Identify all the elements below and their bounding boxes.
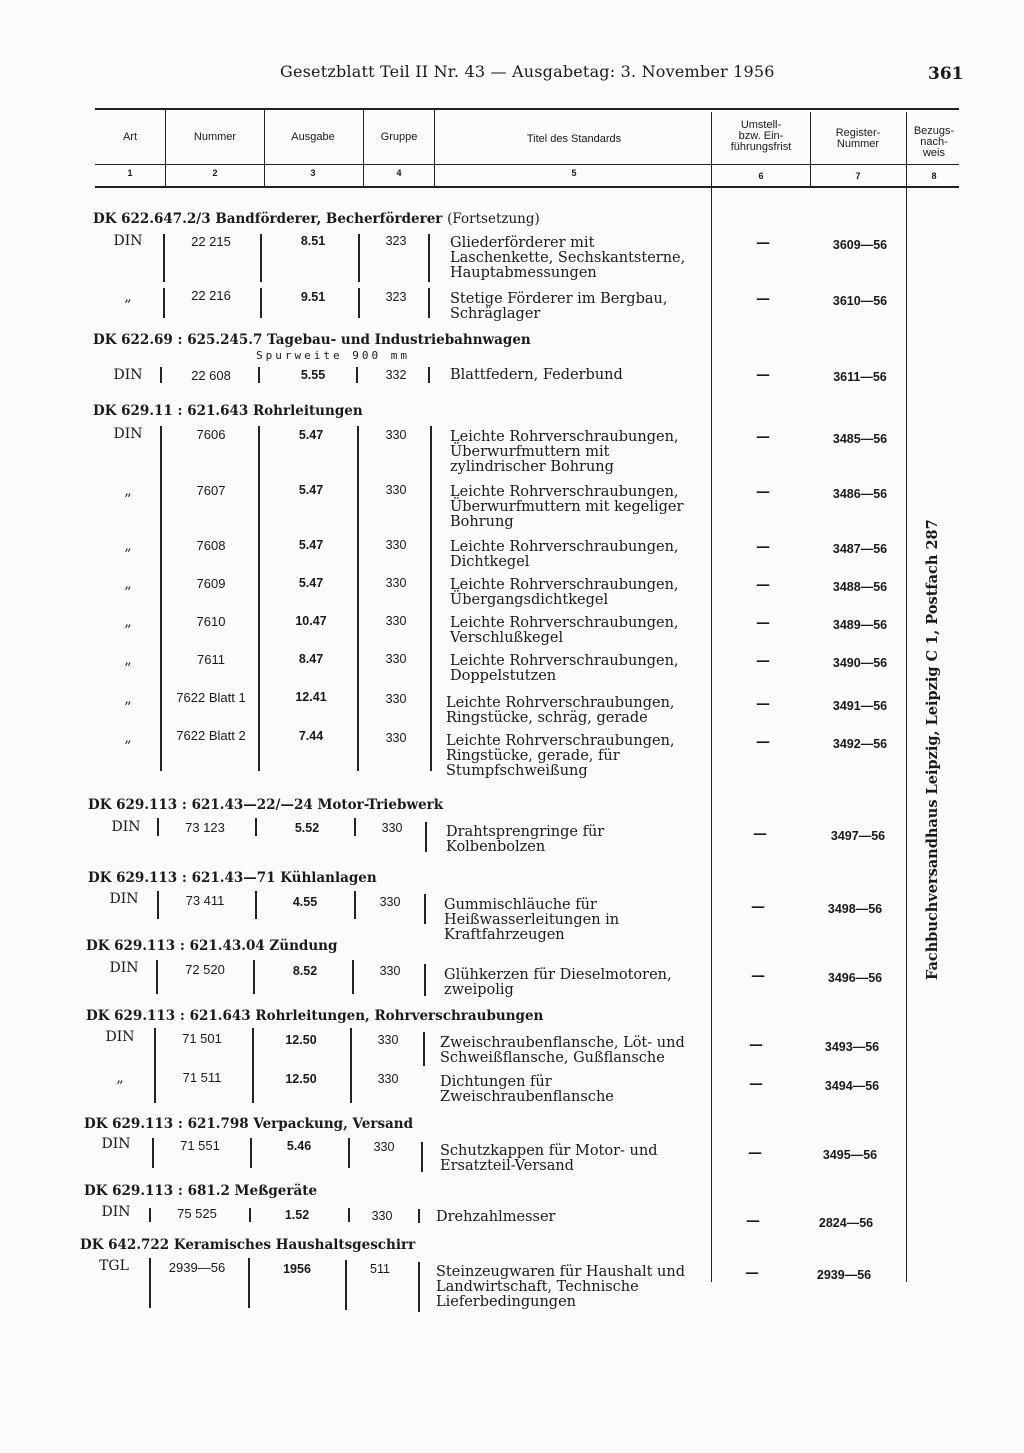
row-separator [428,234,430,282]
row-titel: Glühkerzen für Dieselmotoren, zweipolig [444,967,672,998]
row-titel: Leichte Rohrverschraubungen, Ringstücke, gerade, für Stumpfschweißung [446,733,675,779]
section-subtitle: Spurweite 900 mm [256,349,410,362]
row-art: „ [124,483,132,499]
row-frist: — [748,1145,762,1161]
row-frist: — [756,734,770,750]
row-art: DIN [111,819,141,835]
row-gruppe: 330 [379,964,401,978]
row-ausgabe: 5.47 [298,576,324,590]
row-art: DIN [109,891,139,907]
col-header-frist-line3: führungsfrist [730,141,792,153]
row-gruppe: 330 [385,538,407,552]
row-frist: — [746,1213,760,1229]
row-ausgabe: 12.41 [295,690,327,704]
section-title-text: DK 622.647.2/3 Bandförderer, Becherförderer [93,211,443,227]
row-art: „ [124,730,132,746]
section-title: DK 629.113 : 621.43—22/—24 Motor-Triebwerk [88,797,444,813]
section-title: DK 629.113 : 621.43.04 Zündung [86,938,338,954]
row-frist: — [756,577,770,593]
row-separator [356,367,358,383]
col-header-nummer: Nummer [193,131,237,143]
row-frist: — [756,235,770,251]
section-title: DK 629.113 : 621.43—71 Kühlanlagen [88,870,377,886]
row-frist: — [756,696,770,712]
row-separator [152,1138,154,1168]
row-ausgabe: 5.55 [300,368,326,382]
row-separator [149,1208,151,1222]
row-separator [163,288,165,318]
column-rule [357,426,359,771]
row-separator [250,1138,252,1168]
row-frist: — [745,1265,759,1281]
row-gruppe: 330 [377,1072,399,1086]
table-top-rule [95,108,959,110]
row-art: DIN [113,426,143,442]
row-nummer: 75 525 [177,1206,217,1221]
column-rule [160,426,162,771]
row-nummer: 71 551 [180,1138,220,1153]
col-number: 6 [758,171,764,181]
row-ausgabe: 5.47 [298,483,324,497]
row-register: 3492—56 [832,737,888,751]
row-gruppe: 330 [385,731,407,745]
row-nummer: 7606 [196,427,226,442]
section-title: DK 629.113 : 681.2 Meßgeräte [84,1183,318,1199]
row-nummer: 72 520 [185,962,225,977]
col-header-bezug-line1: Bezugs- [913,125,955,137]
table-header-bottom-rule [95,186,959,188]
row-art: DIN [105,1029,135,1045]
row-register: 3486—56 [832,487,888,501]
col-header-register-line1: Register- [835,127,881,139]
row-ausgabe: 8.47 [298,652,324,666]
row-gruppe: 330 [377,1033,399,1047]
row-separator [421,1142,423,1172]
column-rule [252,1028,254,1103]
row-gruppe: 330 [385,576,407,590]
col-number: 3 [310,168,316,178]
row-register: 3497—56 [830,829,886,843]
row-nummer: 2939—56 [168,1260,226,1275]
row-frist: — [756,367,770,383]
row-ausgabe: 5.52 [294,821,320,835]
row-ausgabe: 9.51 [300,290,326,304]
row-gruppe: 511 [370,1262,390,1276]
row-frist: — [751,968,765,984]
row-frist: — [749,1076,763,1092]
row-separator [358,234,360,282]
row-separator [428,367,430,383]
row-frist: — [756,484,770,500]
row-ausgabe: 5.46 [286,1139,312,1153]
row-frist: — [756,429,770,445]
row-titel: Leichte Rohrverschraubungen, Ringstücke, schräg, gerade [446,695,675,726]
row-titel: Gummischläuche für Heißwasserleitungen in Kraftfahrzeugen [444,897,620,943]
row-titel: Leichte Rohrverschraubungen, Dichtkegel [450,539,679,570]
row-separator [425,822,427,852]
col-number: 5 [571,168,577,178]
col-header-frist [714,120,808,153]
section-title: DK 622.69 : 625.245.7 Tagebau- und Industriebahnwagen [93,332,531,348]
row-separator [352,960,354,994]
row-register: 3493—56 [824,1040,880,1054]
row-frist: — [751,899,765,915]
row-gruppe: 330 [385,692,407,706]
row-gruppe: 332 [385,368,407,382]
row-nummer: 7611 [197,652,225,667]
header-col-divider [363,110,364,186]
row-separator [160,367,162,383]
row-nummer: 7608 [196,538,226,553]
row-separator [424,964,426,996]
row-nummer: 7622 Blatt 2 [176,728,246,743]
col-header-bezug-line3: weis [922,147,945,159]
column-rule [430,426,432,771]
row-titel: Dichtungen für Zweischraubenflansche [440,1074,614,1105]
row-titel: Leichte Rohrverschraubungen, Übergangsdichtkegel [450,577,679,608]
section-title: DK 642.722 Keramisches Haushaltsgeschirr [80,1237,416,1253]
row-ausgabe: 8.52 [292,964,318,978]
row-frist: — [749,1037,763,1053]
row-separator [345,1260,347,1310]
row-frist: — [756,539,770,555]
row-register: 2824—56 [818,1216,874,1230]
row-separator [253,960,255,994]
row-register: 2939—56 [816,1268,872,1282]
row-nummer: 22 608 [191,368,231,383]
section-title-suffix: (Fortsetzung) [447,211,540,227]
row-titel: Leichte Rohrverschraubungen, Überwurfmuttern mit zylindrischer Bohrung [450,429,679,475]
table-header-divider [95,164,959,165]
row-titel: Stetige Förderer im Bergbau, Schräglager [450,291,668,322]
row-titel: Zweischraubenflansche, Löt- und Schweißflansche, Gußflansche [440,1035,685,1066]
row-gruppe: 330 [379,895,401,909]
row-register: 3487—56 [832,542,888,556]
row-gruppe: 323 [385,234,407,248]
row-register: 3611—56 [833,370,887,384]
row-gruppe: 330 [385,614,407,628]
row-nummer: 73 123 [185,820,225,835]
row-ausgabe: 12.50 [285,1072,317,1086]
row-separator [260,234,262,282]
row-separator [418,1209,420,1223]
row-register: 3489—56 [832,618,888,632]
row-art: DIN [101,1204,131,1220]
header-col-divider [434,110,435,186]
col-header-ausgabe: Ausgabe [291,131,335,143]
row-register: 3494—56 [824,1079,880,1093]
row-ausgabe: 10.47 [295,614,327,628]
row-art: DIN [101,1136,131,1152]
row-separator [428,288,430,318]
row-gruppe: 330 [385,483,407,497]
row-separator [424,894,426,924]
column-rule [350,1028,352,1103]
row-separator [348,1138,350,1168]
row-titel: Leichte Rohrverschraubungen, Verschlußkegel [450,615,679,646]
row-register: 3495—56 [822,1148,878,1162]
header-col-divider [906,112,907,1282]
row-titel: Drahtsprengringe für Kolbenbolzen [446,824,605,855]
section-title: DK 629.113 : 621.643 Rohrleitungen, Rohrverschraubungen [86,1008,544,1024]
section-title: DK 629.11 : 621.643 Rohrleitungen [93,403,363,419]
row-nummer: 22 215 [191,234,231,249]
section-title [93,211,540,227]
row-titel: Blattfedern, Federbund [450,367,623,383]
row-nummer: 7609 [196,576,226,591]
row-register: 3491—56 [832,699,888,713]
vendor-note: Fachbuchversandhaus Leipzig, Leipzig C 1, Postfach 287 [924,519,941,980]
row-ausgabe: 7.44 [298,729,324,743]
col-number: 8 [931,171,937,181]
row-register: 3609—56 [832,238,888,252]
col-number: 7 [855,171,861,181]
column-rule [258,426,260,771]
row-art: „ [124,538,132,554]
header-col-divider [810,112,811,188]
row-ausgabe: 1956 [283,1262,311,1276]
row-titel: Leichte Rohrverschraubungen, Doppelstutzen [450,653,679,684]
row-art: DIN [113,367,143,383]
row-ausgabe: 12.50 [285,1033,317,1047]
row-separator [358,288,360,318]
header-col-divider [165,110,166,186]
row-art: „ [116,1070,124,1086]
col-header-bezug [908,126,960,159]
row-titel: Schutzkappen für Motor- und Ersatzteil-Versand [440,1143,658,1174]
row-art: „ [124,289,132,305]
row-titel: Gliederförderer mit Laschenkette, Sechskantsterne, Hauptabmessungen [450,235,686,281]
row-gruppe: 330 [385,652,407,666]
col-header-titel: Titel des Standards [526,133,622,145]
row-separator [163,234,165,282]
col-header-art: Art [122,131,138,143]
row-ausgabe: 1.52 [284,1208,310,1222]
col-number: 2 [212,168,218,178]
column-rule [154,1028,156,1103]
column-rule [423,1032,425,1066]
row-gruppe: 323 [385,290,407,304]
row-register: 3490—56 [832,656,888,670]
row-separator [255,818,257,836]
row-nummer: 7607 [196,483,226,498]
page-header: Gesetzblatt Teil II Nr. 43 — Ausgabetag: 3. November 1956 [280,62,775,81]
row-nummer: 22 216 [191,288,231,303]
row-titel: Steinzeugwaren für Haushalt und Landwirtschaft, Technische Lieferbedingungen [436,1264,686,1310]
col-header-register-line2: Nummer [836,138,880,150]
row-frist: — [753,826,767,842]
row-separator [255,891,257,919]
row-gruppe: 330 [381,821,403,835]
row-register: 3496—56 [827,971,883,985]
row-nummer: 73 411 [185,893,225,908]
page-number: 361 [928,64,964,84]
row-art: TGL [99,1258,129,1274]
row-separator [354,818,356,836]
row-separator [260,288,262,318]
row-separator [249,1208,251,1222]
row-titel: Drehzahlmesser [436,1209,556,1225]
col-number: 1 [127,168,133,178]
row-separator [157,818,159,836]
row-art: „ [124,691,132,707]
row-frist: — [756,291,770,307]
row-gruppe: 330 [373,1140,395,1154]
col-header-gruppe: Gruppe [380,131,418,143]
row-separator [157,891,159,919]
row-art: DIN [109,960,139,976]
col-header-register [812,128,904,150]
row-frist: — [756,653,770,669]
row-gruppe: 330 [371,1209,393,1223]
row-nummer: 71 501 [182,1031,222,1046]
row-register: 3498—56 [827,902,883,916]
col-header-frist-line1: Umstell- [740,119,782,131]
row-titel: Leichte Rohrverschraubungen, Überwurfmuttern mit kegeliger Bohrung [450,484,684,530]
row-separator [418,1262,420,1312]
row-separator [149,1258,151,1308]
header-col-divider [264,110,265,186]
row-ausgabe: 5.47 [298,538,324,552]
header-col-divider [711,112,712,1282]
row-nummer: 71 511 [182,1070,222,1085]
col-number: 4 [396,168,402,178]
row-separator [248,1258,250,1308]
row-nummer: 7610 [196,614,226,629]
row-frist: — [756,615,770,631]
row-art: „ [124,652,132,668]
row-register: 3488—56 [832,580,888,594]
row-art: DIN [113,233,143,249]
row-gruppe: 330 [385,428,407,442]
row-ausgabe: 5.47 [298,428,324,442]
row-separator [258,367,260,383]
row-art: „ [124,614,132,630]
row-separator [348,1208,350,1222]
row-register: 3485—56 [832,432,888,446]
col-header-frist-line2: bzw. Ein- [738,130,784,142]
row-ausgabe: 8.51 [300,234,326,248]
row-register: 3610—56 [832,294,888,308]
row-art: „ [124,576,132,592]
row-ausgabe: 4.55 [292,895,318,909]
row-separator [156,960,158,994]
section-title: DK 629.113 : 621.798 Verpackung, Versand [84,1116,414,1132]
col-header-bezug-line2: nach- [920,136,948,148]
row-nummer: 7622 Blatt 1 [176,690,246,705]
row-separator [354,891,356,919]
